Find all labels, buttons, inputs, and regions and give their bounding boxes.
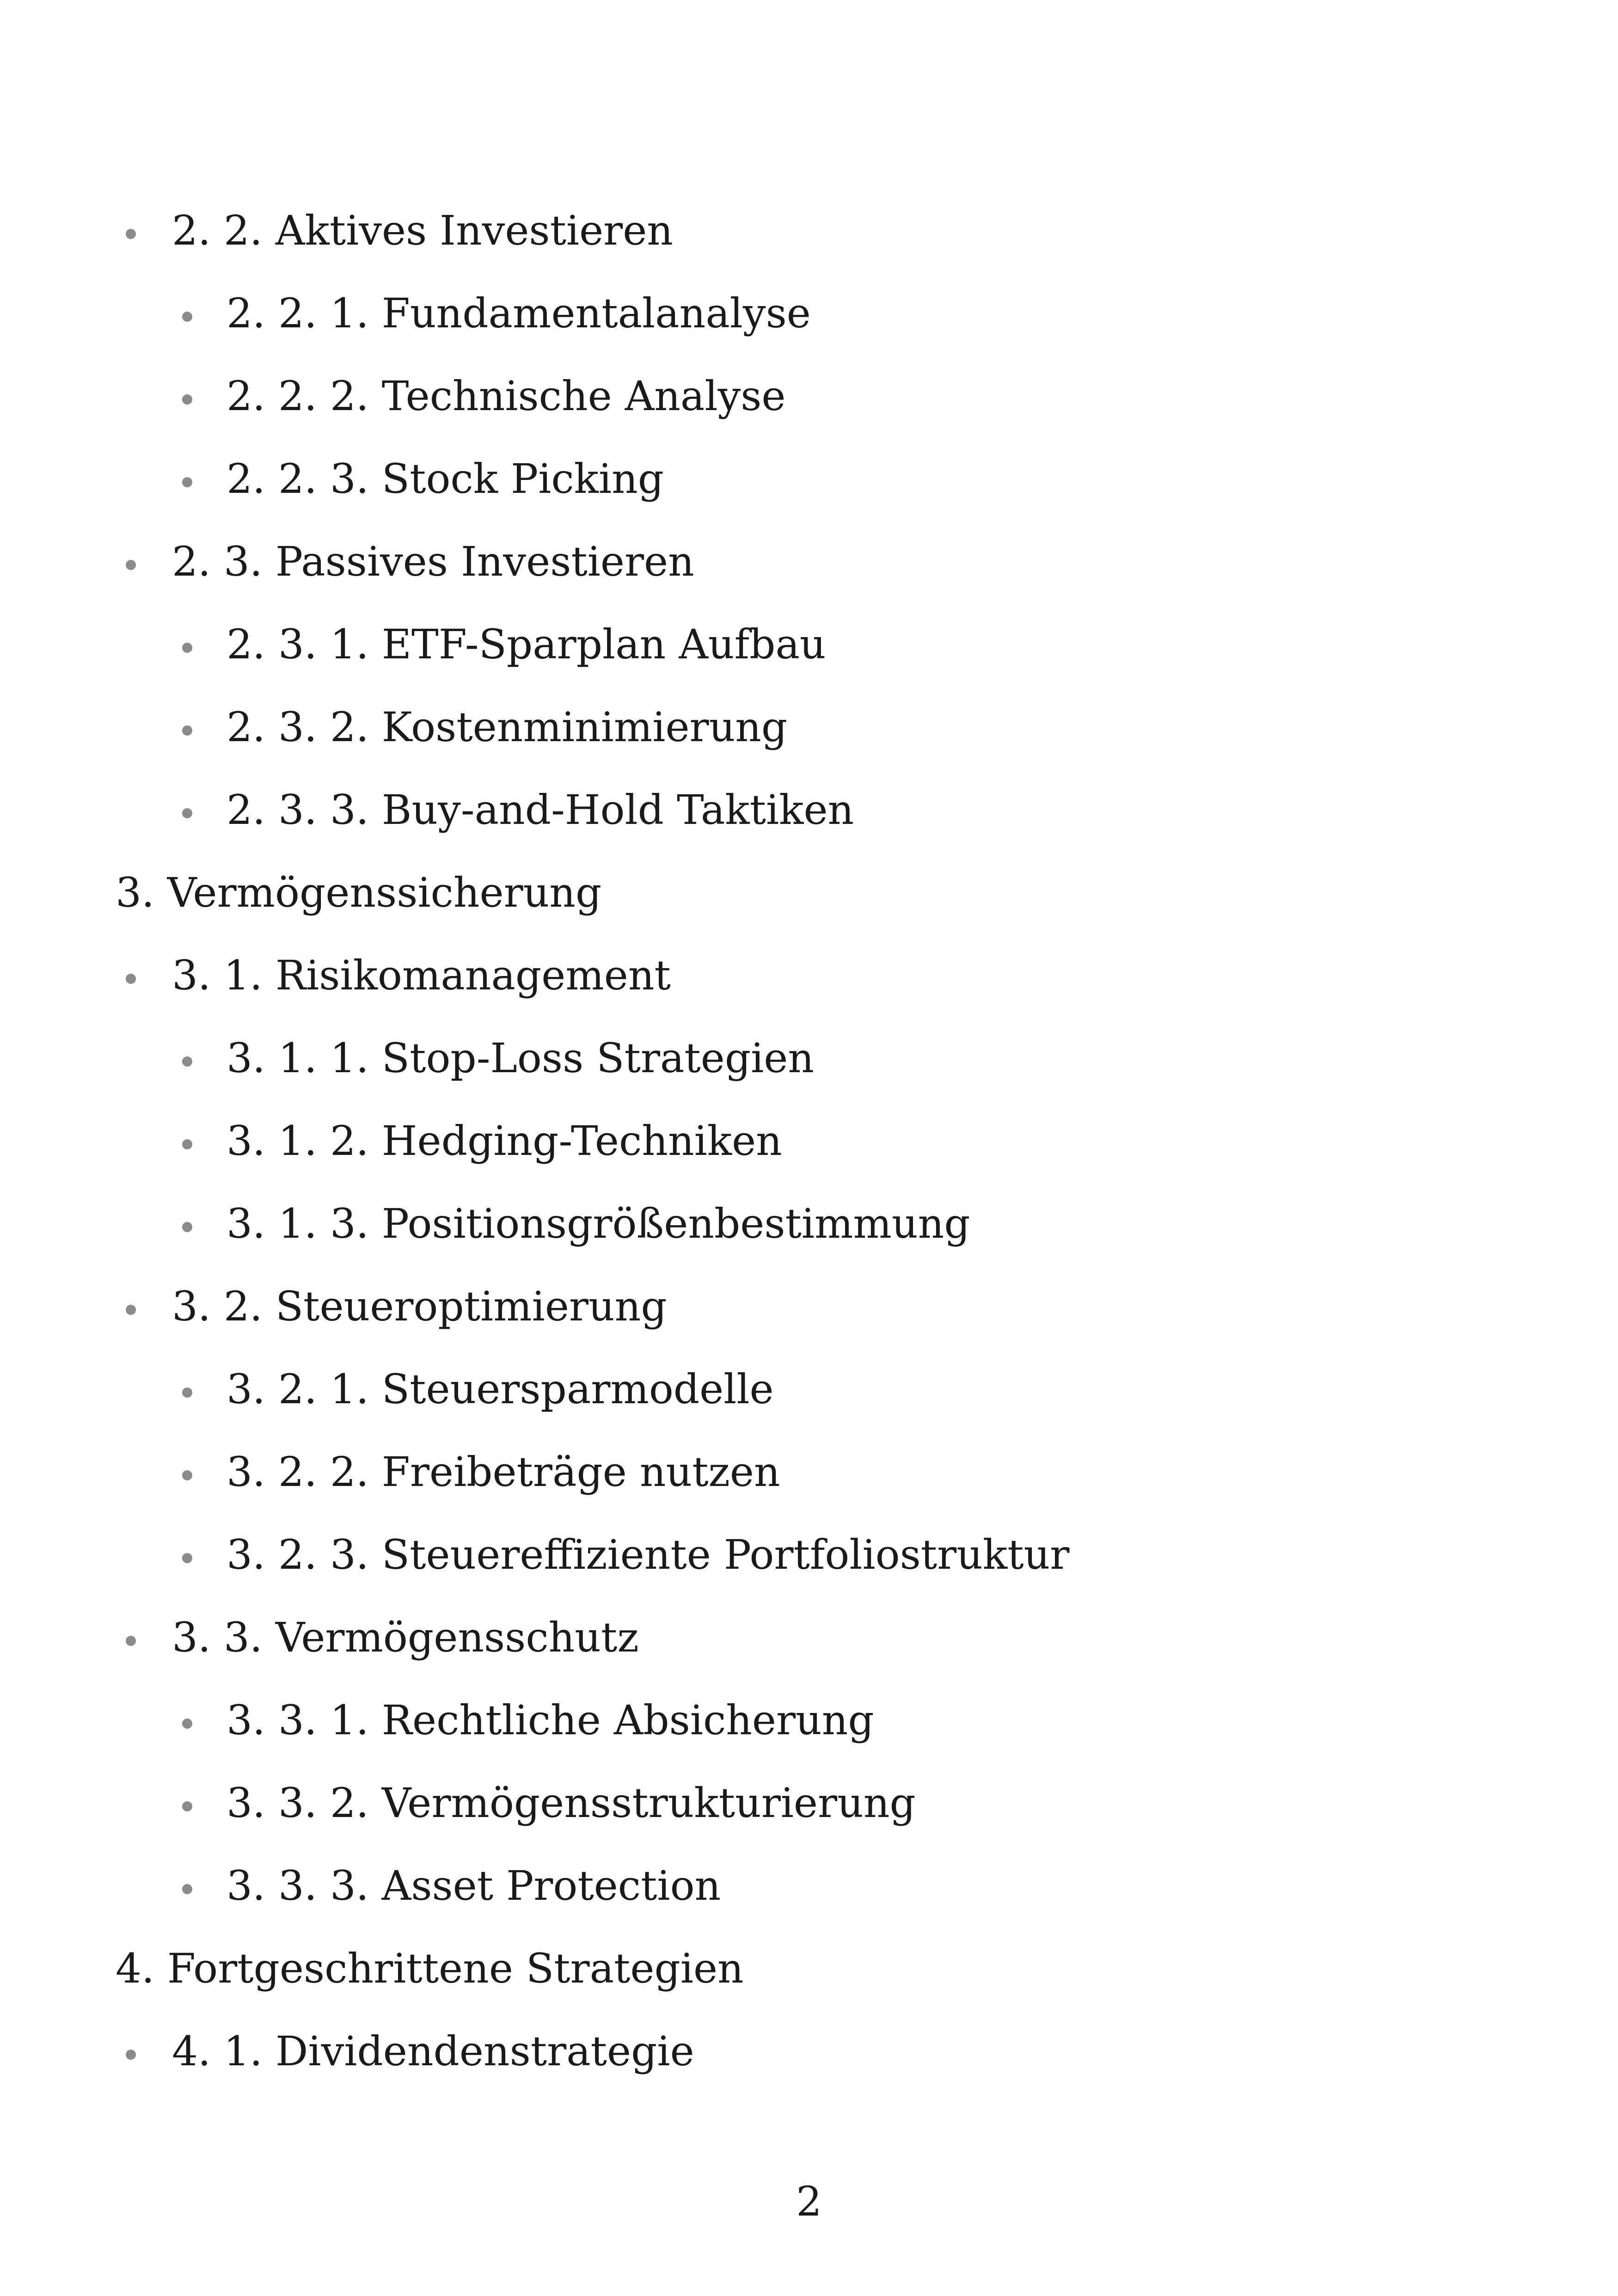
- toc-section: [0, 952, 1387, 1001]
- toc-entry-label: 3. Vermögenssicherung: [116, 869, 602, 916]
- bullet-icon: [126, 560, 136, 570]
- toc-subsection: [0, 1779, 1387, 1829]
- toc-entry-label: 3. 3. Vermögensschutz: [172, 1614, 639, 1661]
- toc-entry-label: 2. 3. 3. Buy-and-Hold Taktiken: [227, 786, 854, 834]
- toc-subsection: [0, 703, 1387, 753]
- bullet-icon: [182, 1139, 192, 1149]
- toc-subsection: [0, 1365, 1387, 1415]
- bullet-icon: [182, 312, 192, 322]
- toc-entry-label: 2. 3. Passives Investieren: [172, 538, 694, 585]
- bullet-icon: [182, 1719, 192, 1729]
- toc-entry-label: 2. 2. 3. Stock Picking: [227, 455, 664, 503]
- toc-section: [0, 207, 1387, 257]
- toc-entry-label: 3. 2. 3. Steuereffiziente Portfoliostruktur: [227, 1531, 1070, 1578]
- toc-entry-label: 4. 1. Dividendenstrategie: [172, 2027, 694, 2075]
- bullet-icon: [182, 1056, 192, 1067]
- toc-entry-label: 3. 2. Steueroptimierung: [172, 1283, 667, 1330]
- bullet-icon: [182, 1470, 192, 1480]
- toc-chapter: [0, 1945, 1387, 1995]
- toc-subsection: [0, 1034, 1387, 1084]
- bullet-icon: [182, 725, 192, 736]
- toc-subsection: [0, 1531, 1387, 1581]
- bullet-icon: [126, 974, 136, 984]
- toc-section: [0, 1283, 1387, 1332]
- toc-entry-label: 2. 3. 2. Kostenminimierung: [227, 703, 788, 751]
- toc-entry-label: 3. 2. 1. Steuersparmodelle: [227, 1365, 774, 1413]
- bullet-icon: [126, 1305, 136, 1315]
- toc-subsection: [0, 372, 1387, 422]
- toc-entry-label: 3. 1. Risikomanagement: [172, 952, 671, 999]
- bullet-icon: [126, 229, 136, 239]
- toc-subsection: [0, 786, 1387, 836]
- page-number: 2: [796, 2178, 822, 2225]
- toc-entry-label: 4. Fortgeschrittene Strategien: [116, 1945, 744, 1992]
- bullet-icon: [126, 2050, 136, 2060]
- bullet-icon: [182, 1222, 192, 1232]
- toc-subsection: [0, 289, 1387, 339]
- toc-entry-label: 3. 3. 1. Rechtliche Absicherung: [227, 1696, 874, 1744]
- bullet-icon: [182, 394, 192, 405]
- toc-section: [0, 2027, 1387, 2077]
- toc-subsection: [0, 455, 1387, 505]
- toc-entry-label: 3. 3. 3. Asset Protection: [227, 1862, 721, 1909]
- bullet-icon: [182, 477, 192, 487]
- toc-entry-label: 3. 1. 3. Positionsgrößenbestimmung: [227, 1200, 970, 1247]
- toc-subsection: [0, 1696, 1387, 1746]
- toc-entry-label: 3. 3. 2. Vermögensstrukturierung: [227, 1779, 916, 1827]
- toc-entry-label: 2. 2. 2. Technische Analyse: [227, 372, 786, 420]
- toc-entry-label: 2. 2. Aktives Investieren: [172, 207, 673, 254]
- toc-subsection: [0, 1448, 1387, 1498]
- bullet-icon: [182, 1884, 192, 1894]
- toc-entry-label: 3. 1. 1. Stop-Loss Strategien: [227, 1034, 815, 1082]
- toc-section: [0, 1614, 1387, 1664]
- toc-entry-label: 3. 2. 2. Freibeträge nutzen: [227, 1448, 780, 1496]
- bullet-icon: [126, 1636, 136, 1646]
- bullet-icon: [182, 643, 192, 653]
- toc-section: [0, 538, 1387, 588]
- toc-subsection: [0, 1200, 1387, 1250]
- bullet-icon: [182, 1801, 192, 1811]
- bullet-icon: [182, 1387, 192, 1398]
- toc-entry-label: 2. 3. 1. ETF-Sparplan Aufbau: [227, 620, 826, 668]
- toc-chapter: [0, 869, 1387, 919]
- toc-entry-label: 3. 1. 2. Hedging-Techniken: [227, 1117, 782, 1165]
- toc-subsection: [0, 1117, 1387, 1167]
- toc-subsection: [0, 1862, 1387, 1912]
- toc-entry-label: 2. 2. 1. Fundamentalanalyse: [227, 289, 811, 337]
- bullet-icon: [182, 1553, 192, 1563]
- toc-subsection: [0, 620, 1387, 670]
- bullet-icon: [182, 808, 192, 818]
